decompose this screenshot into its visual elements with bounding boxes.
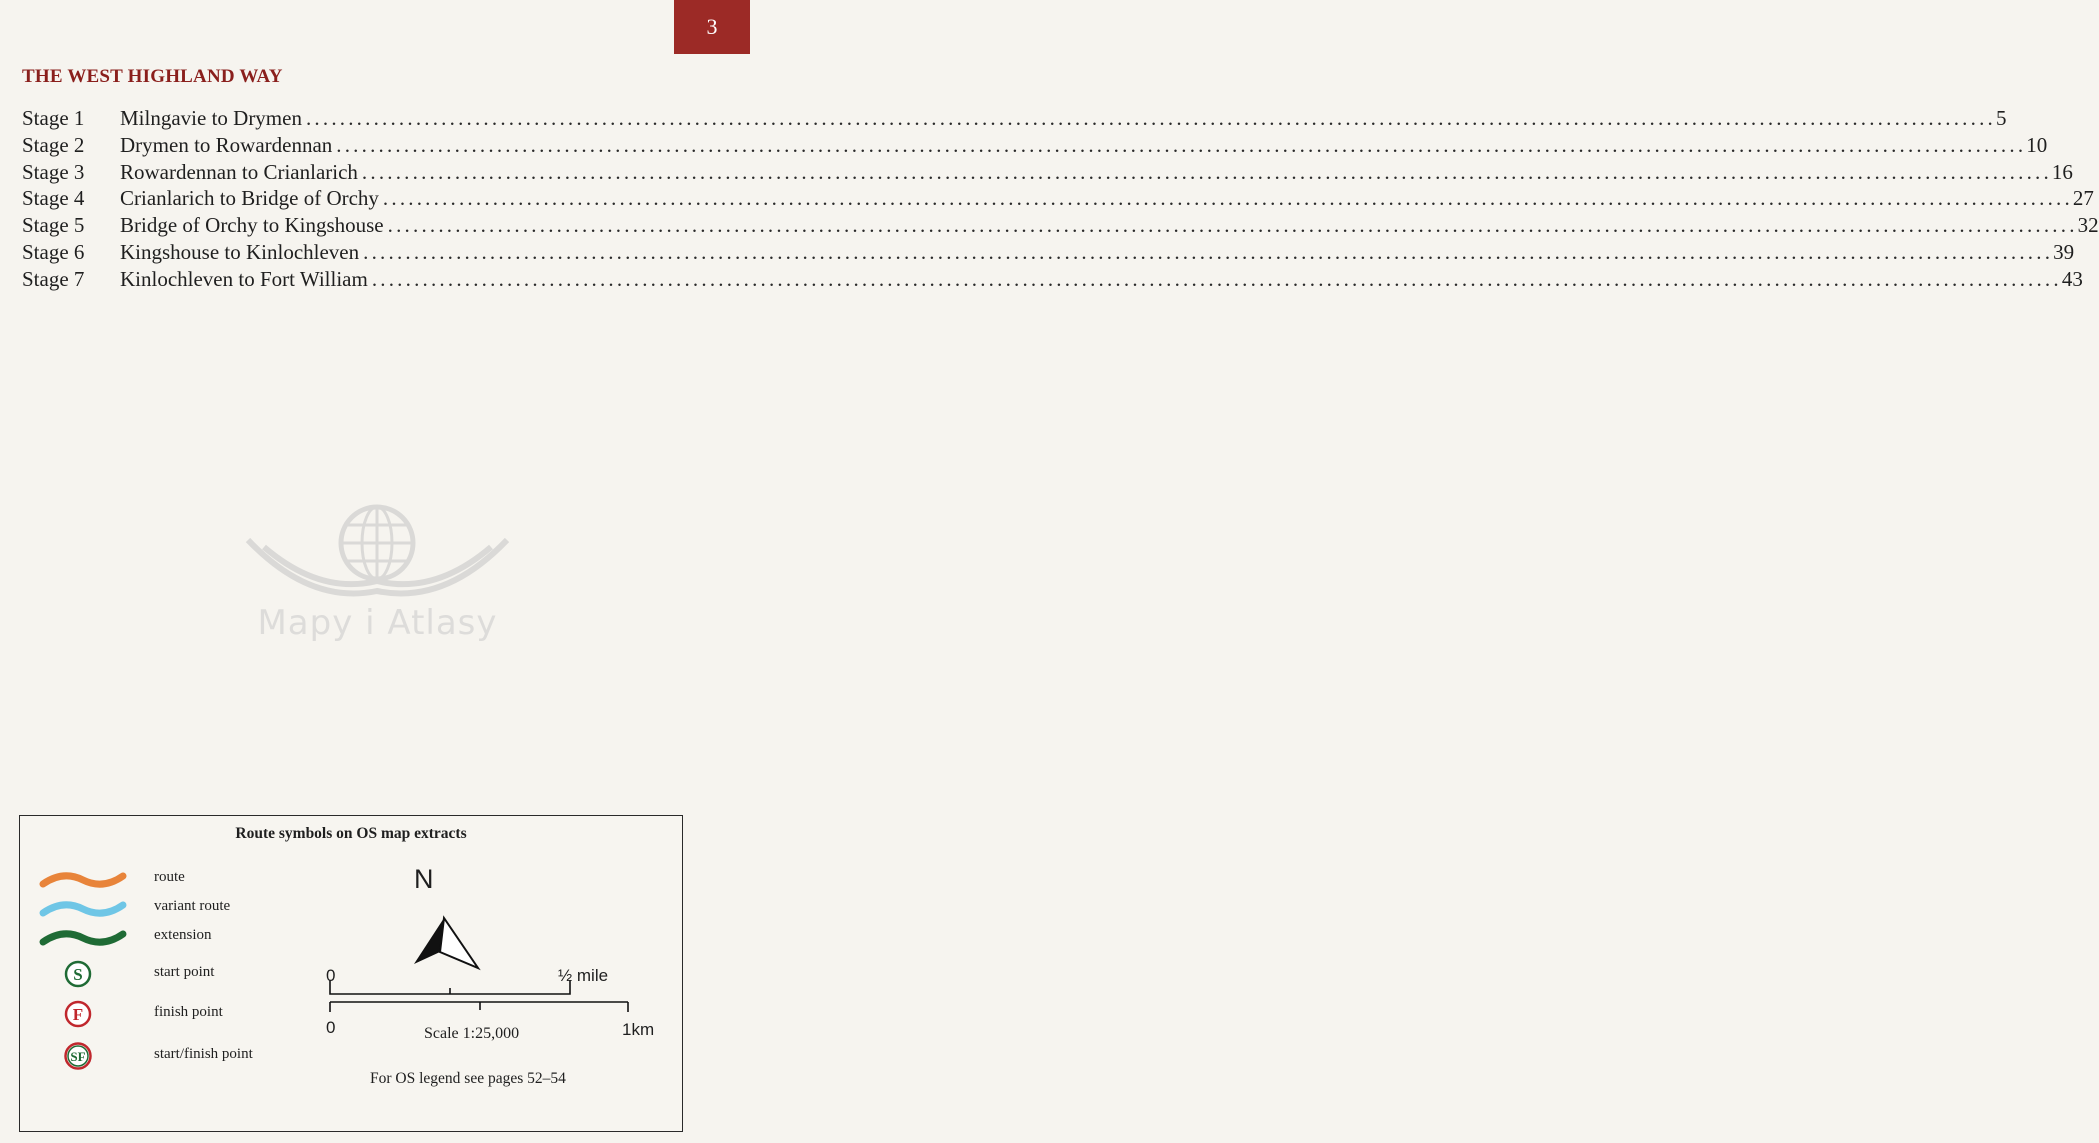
os-legend-note: For OS legend see pages 52–54 [370,1070,566,1087]
blue-wave-icon [38,895,128,923]
toc-page-number: 32 [2077,213,2099,238]
toc-entry [22,132,2048,160]
toc-stage-name: Kingshouse to Kinlochleven [120,239,360,264]
toc-stage-name: Drymen to Rowardennan [120,132,333,157]
toc-leader-dots: ........................................................................................................................................................................................................ [387,213,2078,238]
start-finish-circle-letters: SF [70,1049,86,1064]
legend-item-start-point [38,961,298,987]
toc-leader-dots: ........................................................................................................................................................................................................ [363,239,2054,264]
toc-entry [22,239,2075,267]
toc-entry [22,213,2099,240]
page-number-tab [674,0,750,54]
toc-leader-dots: ........................................................................................................................................................................................................ [382,186,2073,211]
finish-circle-icon [38,999,128,1029]
legend-label: variant route [154,898,231,914]
scale-one-km: 1km [622,1020,655,1039]
finish-circle-letter: F [72,1005,84,1024]
legend-item-finish-point [38,1001,298,1027]
toc-leader-dots: ........................................................................................................................................................................................................ [371,266,2062,291]
green-wave-icon [38,924,128,952]
legend-label: finish point [154,1004,223,1020]
scale-zero-km: 0 [326,1018,336,1037]
toc-page-number: 39 [2053,239,2075,264]
table-of-contents [22,106,2099,294]
toc-page-number: 27 [2072,186,2094,211]
toc-stage-label: Stage 7 [22,266,85,291]
scale-half-mile: ½ mile [558,966,609,985]
scale-caption: Scale 1:25,000 [424,1025,520,1042]
toc-entry [22,159,2073,187]
toc-page-number: 10 [2026,132,2048,157]
legend-label: start point [154,964,215,980]
toc-page-number: 43 [2061,266,2083,291]
scale-zero-miles: 0 [326,966,336,985]
legend-label: start/finish point [154,1046,253,1062]
toc-stage-name: Crianlarich to Bridge of Orchy [120,186,379,211]
legend-item-start-finish-point [38,1043,298,1069]
toc-leader-dots: ........................................................................................................................................................................................................ [361,159,2052,184]
toc-stage-label: Stage 3 [22,159,85,184]
toc-page-number: 16 [2051,159,2073,184]
watermark [240,495,515,655]
toc-entry [22,266,2083,294]
legend-label: route [154,869,185,885]
toc-stage-label: Stage 6 [22,239,85,264]
toc-stage-label: Stage 1 [22,106,85,130]
toc-stage-label: Stage 5 [22,213,85,238]
legend-item-variant-route [38,895,298,921]
start-circle-icon [38,959,128,989]
watermark-text: Mapy i Atlasy [257,603,498,643]
globe-logo-icon [240,495,515,605]
toc-leader-dots: ........................................................................................................................................................................................................ [336,132,2027,157]
toc-page-number: 5 [1995,106,2007,130]
toc-leader-dots: ........................................................................................................................................................................................................ [305,106,1996,130]
toc-stage-label: Stage 4 [22,186,85,211]
toc-stage-label: Stage 2 [22,132,85,157]
legend-label: extension [154,927,212,943]
toc-stage-name: Bridge of Orchy to Kingshouse [120,213,384,238]
toc-stage-name: Kinlochleven to Fort William [120,266,368,291]
legend-item-extension [38,924,298,950]
toc-stage-name: Rowardennan to Crianlarich [120,159,358,184]
north-label: N [414,864,434,894]
toc-stage-name: Milngavie to Drymen [120,106,302,130]
page-number: 3 [706,14,718,39]
legend-title: Route symbols on OS map extracts [235,825,467,842]
start-finish-circle-icon [38,1041,128,1071]
toc-entry [22,186,2094,213]
orange-wave-icon [38,866,128,894]
toc-entry [22,106,2007,133]
start-circle-letter: S [73,965,83,984]
section-title: THE WEST HIGHLAND WAY [22,66,283,87]
legend-item-route [38,866,298,892]
